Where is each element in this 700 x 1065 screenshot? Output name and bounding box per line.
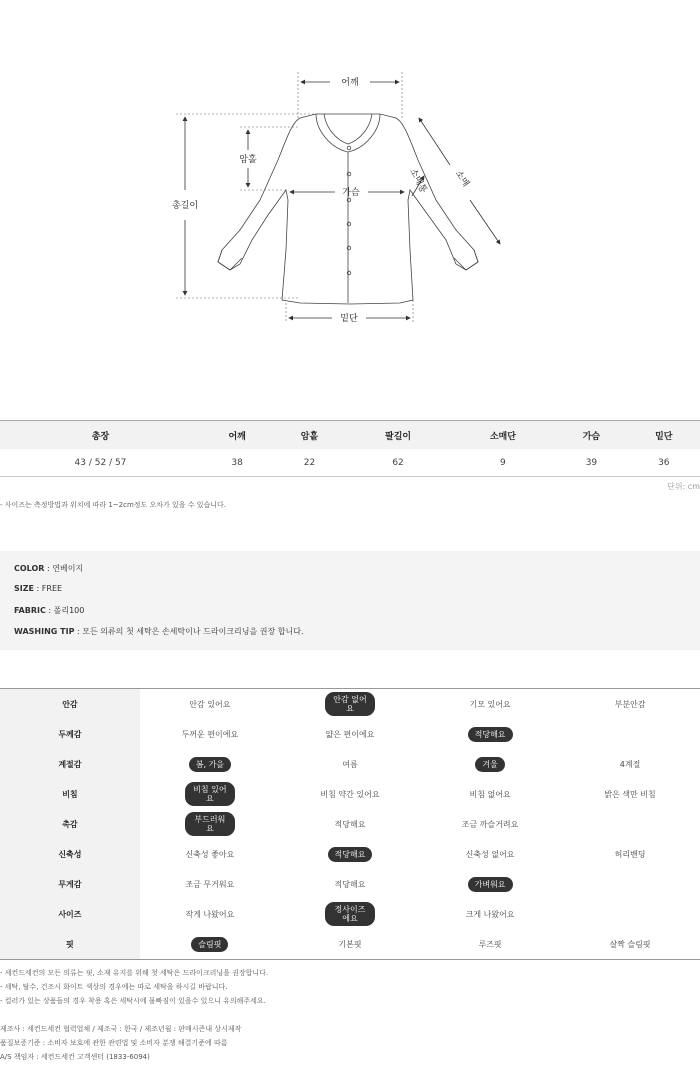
label-hem: 밑단: [340, 314, 358, 324]
detail-option-selected: 가벼워요: [468, 877, 513, 892]
footer-note: - 컬러가 있는 상품들의 경우 착용 혹은 세탁시에 물빠짐이 있을수 있으니 유의해주세요.: [0, 997, 266, 1005]
detail-option-cell: [140, 719, 280, 749]
detail-row-label: 비침: [0, 779, 140, 809]
detail-option-selected: 봄, 가을: [189, 757, 231, 772]
product-info-box: [0, 551, 700, 650]
footer-maker: 제조사 : 세컨드세컨 협력업체 / 제조국 : 한국 / 제조년월 : 판매시즌내 상시제작: [0, 1025, 242, 1033]
detail-option-cell: [560, 779, 700, 809]
detail-option: 기모 있어요: [469, 699, 511, 709]
detail-option-selected: 안감 없어요: [325, 692, 375, 716]
detail-option-cell: [280, 719, 420, 749]
detail-row: [0, 929, 700, 960]
detail-row: [0, 779, 700, 809]
detail-option-cell: [420, 839, 560, 869]
size-header: 암홀: [273, 421, 345, 450]
detail-option-cell: [560, 839, 700, 869]
detail-option-cell: [280, 929, 420, 960]
detail-option: 조금 무거워요: [185, 879, 235, 889]
detail-option-cell: [140, 779, 280, 809]
detail-option-cell: [560, 899, 700, 929]
detail-option-cell: [280, 899, 420, 929]
detail-option: 살짝 슬림핏: [609, 939, 651, 949]
detail-option-cell: [420, 749, 560, 779]
size-table: [0, 420, 700, 477]
size-header: 가슴: [555, 421, 627, 450]
detail-option-cell: [420, 899, 560, 929]
detail-row-label: 사이즈: [0, 899, 140, 929]
info-value: 모든 의류의 첫 세탁은 손세탁이나 드라이크리닝을 권장 합니다.: [82, 627, 304, 636]
detail-row-label: 두께감: [0, 719, 140, 749]
detail-option: 기본핏: [338, 939, 362, 949]
info-size: SIZE : FREE: [14, 584, 63, 593]
detail-option-cell: [560, 929, 700, 960]
footer-warranty: 품질보증기준 : 소비자 보호에 관한 관련법 및 소비자 분쟁 해결기준에 따름: [0, 1039, 228, 1047]
detail-option-selected: 슬림핏: [191, 937, 228, 952]
label-chest: 가슴: [342, 188, 360, 198]
detail-option-cell: [420, 779, 560, 809]
size-value: 43 / 52 / 57: [0, 449, 201, 477]
footer-note: - 세탁, 탈수, 건조시 화이트 색상의 경우에는 따로 세탁을 하시길 바랍니다.: [0, 983, 228, 991]
label-cuff: 소매통: [407, 167, 429, 195]
size-note: - 사이즈는 측정방법과 위치에 따라 1~2cm정도 오차가 있을 수 있습니다.: [0, 501, 227, 509]
label-shoulder: 어깨: [341, 78, 359, 88]
detail-row: [0, 719, 700, 749]
detail-option: 작게 나왔어요: [185, 909, 235, 919]
measurement-diagram: [0, 0, 700, 420]
info-label: FABRIC: [14, 606, 46, 615]
detail-row-label: 촉감: [0, 809, 140, 839]
detail-option: 두꺼운 편이에요: [181, 729, 239, 739]
detail-row-label: 무게감: [0, 869, 140, 899]
detail-row-label: 안감: [0, 689, 140, 720]
detail-option-cell: [560, 719, 700, 749]
label-armhole: 암홀: [239, 155, 257, 165]
info-fabric: FABRIC : 폴리100: [14, 606, 85, 615]
detail-row: [0, 869, 700, 899]
size-header: 밑단: [628, 421, 700, 450]
detail-table: [0, 688, 700, 960]
detail-option: 루즈핏: [478, 939, 502, 949]
detail-row: [0, 689, 700, 720]
detail-option-cell: [560, 809, 700, 839]
detail-option-cell: [140, 749, 280, 779]
detail-option-cell: [140, 839, 280, 869]
info-label: COLOR: [14, 564, 45, 573]
size-table-header: [0, 421, 700, 450]
detail-row: [0, 809, 700, 839]
size-value: 38: [201, 449, 273, 477]
detail-option: 4계절: [619, 759, 641, 769]
detail-option-cell: [420, 929, 560, 960]
detail-option-cell: [560, 689, 700, 720]
detail-option: 비침 없어요: [469, 789, 511, 799]
detail-row: [0, 839, 700, 869]
detail-row: [0, 899, 700, 929]
detail-option-selected: 부드러워요: [185, 812, 235, 836]
detail-option: 비침 약간 있어요: [320, 789, 380, 799]
detail-option-cell: [420, 719, 560, 749]
size-value: 22: [273, 449, 345, 477]
detail-option: 신축성 없어요: [465, 849, 515, 859]
detail-option-cell: [280, 839, 420, 869]
detail-row: [0, 749, 700, 779]
size-table-row: [0, 449, 700, 477]
detail-option-cell: [140, 869, 280, 899]
detail-option: 밝은 색만 비침: [604, 789, 656, 799]
detail-option: 적당해요: [334, 819, 366, 829]
size-value: 9: [450, 449, 555, 477]
unit-label: 단위: cm: [667, 482, 700, 491]
detail-option-cell: [280, 689, 420, 720]
info-value: 폴리100: [53, 606, 85, 615]
detail-option: 안감 있어요: [189, 699, 231, 709]
info-label: WASHING TIP: [14, 627, 75, 636]
detail-option: 적당해요: [334, 879, 366, 889]
detail-option-selected: 겨울: [475, 757, 504, 772]
detail-row-label: 계절감: [0, 749, 140, 779]
size-value: 62: [346, 449, 451, 477]
size-header: 소매단: [450, 421, 555, 450]
size-value: 36: [628, 449, 700, 477]
detail-option-cell: [280, 779, 420, 809]
detail-option-cell: [140, 899, 280, 929]
detail-option-cell: [560, 869, 700, 899]
detail-option-cell: [140, 689, 280, 720]
detail-option-cell: [560, 749, 700, 779]
detail-option: 크게 나왔어요: [465, 909, 515, 919]
detail-option-selected: 적당해요: [328, 847, 373, 862]
detail-option-cell: [280, 749, 420, 779]
blouse-outline-icon: [218, 114, 478, 304]
detail-option: 허리밴딩: [614, 849, 646, 859]
detail-option-selected: 정사이즈에요: [325, 902, 375, 926]
label-sleeve: 소매: [452, 168, 471, 189]
footer-as: A/S 책임자 : 세컨드세컨 고객센터 (1833-6094): [0, 1053, 150, 1061]
size-header: 어깨: [201, 421, 273, 450]
detail-row-label: 신축성: [0, 839, 140, 869]
size-header: 총장: [0, 421, 201, 450]
detail-option-cell: [280, 809, 420, 839]
detail-option-cell: [140, 929, 280, 960]
info-color: COLOR : 연베이지: [14, 564, 84, 573]
detail-row-label: 핏: [0, 929, 140, 960]
detail-option: 조금 까슬거려요: [461, 819, 519, 829]
info-washing: WASHING TIP : 모든 의류의 첫 세탁은 손세탁이나 드라이크리닝을 권장 합니다.: [14, 627, 304, 636]
detail-option-cell: [420, 689, 560, 720]
info-value: 연베이지: [52, 564, 84, 573]
detail-option-cell: [280, 869, 420, 899]
size-value: 39: [555, 449, 627, 477]
info-label: SIZE: [14, 584, 35, 593]
detail-option-selected: 비침 있어요: [185, 782, 235, 806]
label-total-length: 총길이: [171, 201, 199, 211]
detail-option-cell: [140, 809, 280, 839]
detail-option: 얇은 편이에요: [325, 729, 375, 739]
info-value: FREE: [41, 584, 63, 593]
size-header: 팔길이: [346, 421, 451, 450]
detail-option: 여름: [342, 759, 358, 769]
detail-option-selected: 적당해요: [468, 727, 513, 742]
detail-option: 신축성 좋아요: [185, 849, 235, 859]
detail-option-cell: [420, 869, 560, 899]
detail-option-cell: [420, 809, 560, 839]
footer-note: - 세컨드세컨의 모든 의류는 핏, 소재 유지를 위해 첫 세탁은 드라이크리닝을 권장합니다.: [0, 969, 269, 977]
detail-option: 부분안감: [614, 699, 646, 709]
